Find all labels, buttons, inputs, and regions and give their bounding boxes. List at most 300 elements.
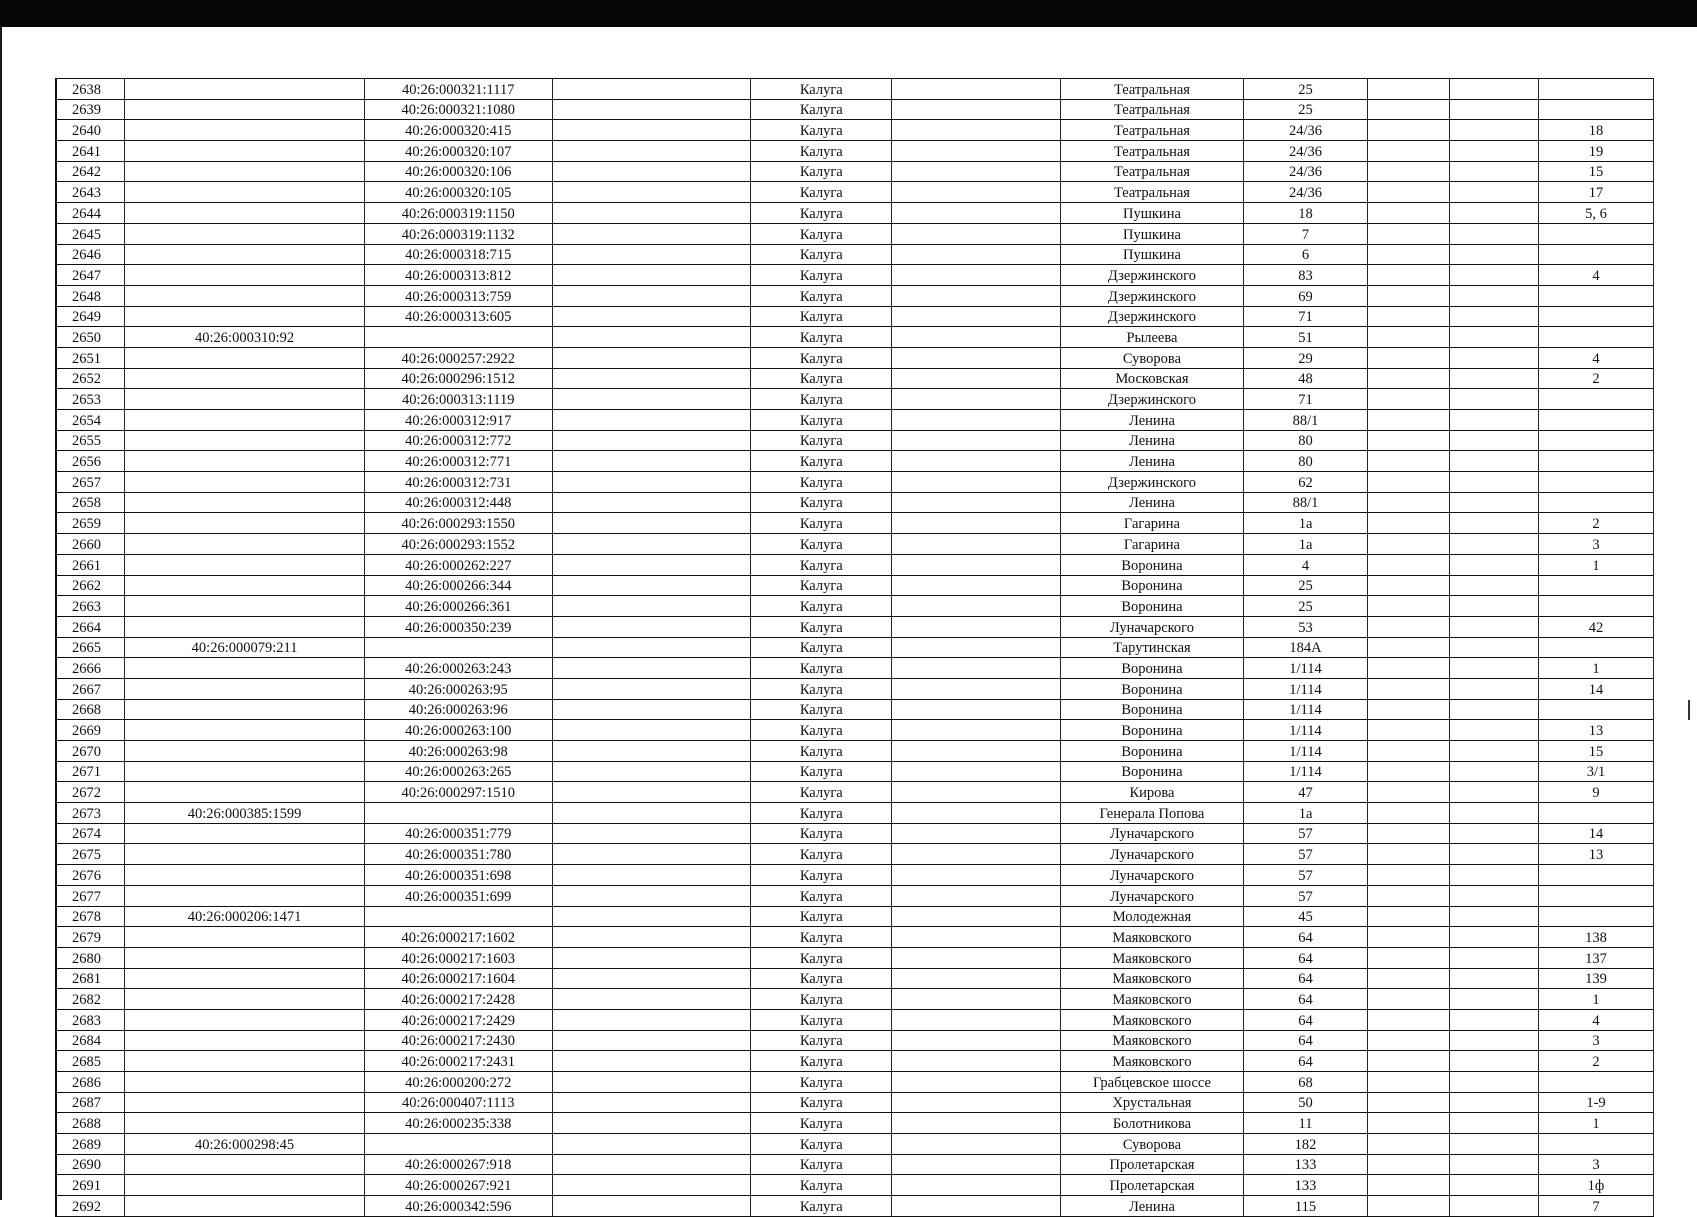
empty-cell [552, 596, 751, 617]
cadastral-number-premises: 40:26:000266:344 [364, 575, 552, 596]
empty-cell [892, 1009, 1060, 1030]
house-number: 64 [1244, 1009, 1367, 1030]
street-name: Ленина [1060, 451, 1244, 472]
house-number: 1/114 [1244, 699, 1367, 720]
empty-cell [552, 430, 751, 451]
cadastral-number-land [125, 1092, 364, 1113]
empty-cell [892, 865, 1060, 886]
cadastral-number-land [125, 534, 364, 555]
flat-number [1539, 865, 1654, 886]
empty-cell [1450, 554, 1539, 575]
empty-cell [1367, 492, 1450, 513]
street-name: Маяковского [1060, 1030, 1244, 1051]
cadastral-number-land [125, 120, 364, 141]
cadastral-number-land [125, 223, 364, 244]
cadastral-number-land [125, 347, 364, 368]
empty-cell [892, 989, 1060, 1010]
cadastral-number-land [125, 389, 364, 410]
cadastral-number-land [125, 968, 364, 989]
empty-cell [1367, 741, 1450, 762]
house-number: 24/36 [1244, 141, 1367, 162]
empty-cell [1367, 389, 1450, 410]
city-name: Калуга [751, 699, 892, 720]
row-number: 2664 [56, 616, 125, 637]
street-name: Воронина [1060, 575, 1244, 596]
cadastral-number-premises: 40:26:000320:105 [364, 182, 552, 203]
empty-cell [892, 368, 1060, 389]
row-number: 2679 [56, 927, 125, 948]
city-name: Калуга [751, 1072, 892, 1093]
house-number: 71 [1244, 389, 1367, 410]
empty-cell [1367, 637, 1450, 658]
cadastral-number-premises: 40:26:000319:1132 [364, 223, 552, 244]
cadastral-number-premises: 40:26:000351:780 [364, 844, 552, 865]
empty-cell [552, 368, 751, 389]
cadastral-number-land [125, 699, 364, 720]
empty-cell [892, 844, 1060, 865]
row-number: 2640 [56, 120, 125, 141]
row-number: 2672 [56, 782, 125, 803]
flat-number [1539, 79, 1654, 100]
row-number: 2685 [56, 1051, 125, 1072]
cadastral-number-land [125, 79, 364, 100]
street-name: Маяковского [1060, 927, 1244, 948]
cadastral-number-land [125, 1009, 364, 1030]
empty-cell [1367, 285, 1450, 306]
empty-cell [1450, 203, 1539, 224]
empty-cell [1367, 223, 1450, 244]
city-name: Калуга [751, 285, 892, 306]
flat-number [1539, 472, 1654, 493]
street-name: Дзержинского [1060, 265, 1244, 286]
house-number: 11 [1244, 1113, 1367, 1134]
street-name: Луначарского [1060, 616, 1244, 637]
table-row [56, 1154, 1654, 1175]
cadastral-number-land [125, 492, 364, 513]
house-number: 50 [1244, 1092, 1367, 1113]
cadastral-number-premises: 40:26:000313:812 [364, 265, 552, 286]
empty-cell [892, 968, 1060, 989]
cadastral-number-land [125, 782, 364, 803]
empty-cell [892, 203, 1060, 224]
row-number: 2667 [56, 678, 125, 699]
empty-cell [1450, 451, 1539, 472]
empty-cell [892, 1154, 1060, 1175]
flat-number: 13 [1539, 844, 1654, 865]
flat-number [1539, 1072, 1654, 1093]
empty-cell [552, 534, 751, 555]
cadastral-number-premises: 40:26:000313:605 [364, 306, 552, 327]
city-name: Калуга [751, 1134, 892, 1155]
empty-cell [1450, 182, 1539, 203]
flat-number: 137 [1539, 947, 1654, 968]
empty-cell [892, 327, 1060, 348]
cadastral-number-premises: 40:26:000217:1603 [364, 947, 552, 968]
table-row [56, 1072, 1654, 1093]
empty-cell [1367, 327, 1450, 348]
empty-cell [1450, 616, 1539, 637]
empty-cell [1367, 368, 1450, 389]
row-number: 2689 [56, 1134, 125, 1155]
street-name: Дзержинского [1060, 306, 1244, 327]
empty-cell [1367, 347, 1450, 368]
flat-number [1539, 285, 1654, 306]
empty-cell [1450, 761, 1539, 782]
house-number: 45 [1244, 906, 1367, 927]
house-number: 64 [1244, 947, 1367, 968]
table-row [56, 658, 1654, 679]
flat-number: 19 [1539, 141, 1654, 162]
empty-cell [1367, 678, 1450, 699]
empty-cell [552, 616, 751, 637]
empty-cell [892, 658, 1060, 679]
cadastral-number-premises: 40:26:000297:1510 [364, 782, 552, 803]
city-name: Калуга [751, 161, 892, 182]
street-name: Ленина [1060, 492, 1244, 513]
cadastral-number-land: 40:26:000385:1599 [125, 803, 364, 824]
house-number: 1/114 [1244, 658, 1367, 679]
empty-cell [892, 741, 1060, 762]
empty-cell [552, 79, 751, 100]
city-name: Калуга [751, 554, 892, 575]
empty-cell [892, 223, 1060, 244]
table-row [56, 1196, 1654, 1217]
cadastral-number-premises: 40:26:000312:731 [364, 472, 552, 493]
empty-cell [892, 1051, 1060, 1072]
cadastral-number-premises: 40:26:000312:771 [364, 451, 552, 472]
house-number: 182 [1244, 1134, 1367, 1155]
flat-number: 17 [1539, 182, 1654, 203]
empty-cell [1367, 658, 1450, 679]
city-name: Калуга [751, 451, 892, 472]
flat-number: 7 [1539, 1196, 1654, 1217]
row-number: 2655 [56, 430, 125, 451]
scan-mark [1688, 700, 1690, 720]
table-row [56, 265, 1654, 286]
house-number: 69 [1244, 285, 1367, 306]
cadastral-number-premises: 40:26:000263:98 [364, 741, 552, 762]
empty-cell [1450, 141, 1539, 162]
city-name: Калуга [751, 410, 892, 431]
empty-cell [552, 410, 751, 431]
cadastral-number-premises: 40:26:000318:715 [364, 244, 552, 265]
empty-cell [892, 678, 1060, 699]
row-number: 2654 [56, 410, 125, 431]
street-name: Маяковского [1060, 968, 1244, 989]
empty-cell [1450, 575, 1539, 596]
table-row [56, 968, 1654, 989]
house-number: 64 [1244, 1051, 1367, 1072]
empty-cell [1450, 1030, 1539, 1051]
row-number: 2671 [56, 761, 125, 782]
cadastral-number-premises: 40:26:000293:1550 [364, 513, 552, 534]
cadastral-number-premises [364, 637, 552, 658]
street-name: Воронина [1060, 658, 1244, 679]
empty-cell [552, 947, 751, 968]
row-number: 2681 [56, 968, 125, 989]
street-name: Маяковского [1060, 947, 1244, 968]
flat-number [1539, 699, 1654, 720]
empty-cell [1450, 1009, 1539, 1030]
row-number: 2662 [56, 575, 125, 596]
table-row [56, 1030, 1654, 1051]
flat-number: 15 [1539, 161, 1654, 182]
table-row [56, 741, 1654, 762]
street-name: Театральная [1060, 182, 1244, 203]
empty-cell [1367, 1196, 1450, 1217]
cadastral-number-premises: 40:26:000351:779 [364, 823, 552, 844]
street-name: Воронина [1060, 554, 1244, 575]
street-name: Суворова [1060, 1134, 1244, 1155]
cadastral-number-land [125, 265, 364, 286]
flat-number: 14 [1539, 823, 1654, 844]
empty-cell [892, 927, 1060, 948]
empty-cell [552, 989, 751, 1010]
row-number: 2657 [56, 472, 125, 493]
table-row [56, 1113, 1654, 1134]
empty-cell [1367, 1051, 1450, 1072]
house-number: 1/114 [1244, 678, 1367, 699]
street-name: Воронина [1060, 699, 1244, 720]
cadastral-number-land [125, 1175, 364, 1196]
cadastral-number-land [125, 472, 364, 493]
street-name: Пушкина [1060, 203, 1244, 224]
cadastral-number-land [125, 761, 364, 782]
row-number: 2680 [56, 947, 125, 968]
flat-number [1539, 389, 1654, 410]
empty-cell [1367, 182, 1450, 203]
house-number: 133 [1244, 1175, 1367, 1196]
empty-cell [1450, 741, 1539, 762]
row-number: 2652 [56, 368, 125, 389]
flat-number [1539, 637, 1654, 658]
flat-number: 42 [1539, 616, 1654, 637]
empty-cell [552, 554, 751, 575]
cadastral-number-land [125, 989, 364, 1010]
empty-cell [892, 823, 1060, 844]
empty-cell [1450, 1113, 1539, 1134]
street-name: Дзержинского [1060, 285, 1244, 306]
cadastral-number-land [125, 885, 364, 906]
empty-cell [1367, 1092, 1450, 1113]
street-name: Маяковского [1060, 989, 1244, 1010]
empty-cell [552, 741, 751, 762]
empty-cell [892, 79, 1060, 100]
row-number: 2666 [56, 658, 125, 679]
empty-cell [892, 1072, 1060, 1093]
empty-cell [1450, 1175, 1539, 1196]
cadastral-number-land [125, 1030, 364, 1051]
house-number: 25 [1244, 99, 1367, 120]
city-name: Калуга [751, 761, 892, 782]
table-row [56, 844, 1654, 865]
house-number: 64 [1244, 927, 1367, 948]
cadastral-number-land [125, 596, 364, 617]
row-number: 2649 [56, 306, 125, 327]
table-row [56, 120, 1654, 141]
empty-cell [1450, 389, 1539, 410]
flat-number: 3 [1539, 1154, 1654, 1175]
city-name: Калуга [751, 658, 892, 679]
empty-cell [1450, 637, 1539, 658]
street-name: Ленина [1060, 430, 1244, 451]
empty-cell [1367, 430, 1450, 451]
city-name: Калуга [751, 575, 892, 596]
table-row [56, 637, 1654, 658]
table-row [56, 223, 1654, 244]
house-number: 47 [1244, 782, 1367, 803]
street-name: Луначарского [1060, 823, 1244, 844]
cadastral-number-premises: 40:26:000351:698 [364, 865, 552, 886]
street-name: Пушкина [1060, 244, 1244, 265]
empty-cell [1367, 1113, 1450, 1134]
flat-number: 9 [1539, 782, 1654, 803]
empty-cell [552, 1092, 751, 1113]
empty-cell [892, 596, 1060, 617]
empty-cell [1367, 885, 1450, 906]
table-row [56, 430, 1654, 451]
house-number: 25 [1244, 596, 1367, 617]
empty-cell [552, 513, 751, 534]
row-number: 2688 [56, 1113, 125, 1134]
city-name: Калуга [751, 534, 892, 555]
row-number: 2641 [56, 141, 125, 162]
row-number: 2656 [56, 451, 125, 472]
empty-cell [892, 1134, 1060, 1155]
table-row [56, 761, 1654, 782]
house-number: 64 [1244, 989, 1367, 1010]
row-number: 2684 [56, 1030, 125, 1051]
cadastral-number-premises: 40:26:000321:1117 [364, 79, 552, 100]
empty-cell [1450, 368, 1539, 389]
street-name: Генерала Попова [1060, 803, 1244, 824]
flat-number [1539, 410, 1654, 431]
street-name: Театральная [1060, 99, 1244, 120]
empty-cell [892, 906, 1060, 927]
empty-cell [1450, 699, 1539, 720]
table-row [56, 782, 1654, 803]
flat-number: 15 [1539, 741, 1654, 762]
street-name: Ленина [1060, 410, 1244, 431]
cadastral-number-premises [364, 803, 552, 824]
street-name: Пушкина [1060, 223, 1244, 244]
empty-cell [892, 141, 1060, 162]
cadastral-number-land [125, 161, 364, 182]
house-number: 133 [1244, 1154, 1367, 1175]
cadastral-number-land [125, 368, 364, 389]
cadastral-number-land [125, 720, 364, 741]
city-name: Калуга [751, 99, 892, 120]
cadastral-number-land [125, 823, 364, 844]
empty-cell [1450, 865, 1539, 886]
city-name: Калуга [751, 1009, 892, 1030]
table-row [56, 885, 1654, 906]
empty-cell [552, 1030, 751, 1051]
empty-cell [552, 306, 751, 327]
house-number: 24/36 [1244, 120, 1367, 141]
city-name: Калуга [751, 989, 892, 1010]
cadastral-number-land [125, 1072, 364, 1093]
empty-cell [892, 885, 1060, 906]
empty-cell [892, 99, 1060, 120]
house-number: 7 [1244, 223, 1367, 244]
table-row [56, 534, 1654, 555]
empty-cell [552, 761, 751, 782]
empty-cell [1450, 161, 1539, 182]
empty-cell [1450, 534, 1539, 555]
street-name: Рылеева [1060, 327, 1244, 348]
empty-cell [1450, 658, 1539, 679]
table-row [56, 823, 1654, 844]
table-row [56, 1134, 1654, 1155]
empty-cell [552, 1134, 751, 1155]
empty-cell [1367, 823, 1450, 844]
empty-cell [892, 244, 1060, 265]
empty-cell [552, 1154, 751, 1175]
empty-cell [892, 761, 1060, 782]
flat-number [1539, 244, 1654, 265]
empty-cell [892, 451, 1060, 472]
city-name: Калуга [751, 265, 892, 286]
city-name: Калуга [751, 1030, 892, 1051]
empty-cell [1450, 306, 1539, 327]
house-number: 68 [1244, 1072, 1367, 1093]
empty-cell [552, 451, 751, 472]
house-number: 48 [1244, 368, 1367, 389]
house-number: 115 [1244, 1196, 1367, 1217]
city-name: Калуга [751, 492, 892, 513]
empty-cell [552, 1175, 751, 1196]
street-name: Луначарского [1060, 844, 1244, 865]
city-name: Калуга [751, 306, 892, 327]
empty-cell [892, 1030, 1060, 1051]
empty-cell [1367, 720, 1450, 741]
city-name: Калуга [751, 203, 892, 224]
empty-cell [1450, 223, 1539, 244]
house-number: 18 [1244, 203, 1367, 224]
empty-cell [552, 906, 751, 927]
empty-cell [552, 803, 751, 824]
street-name: Воронина [1060, 678, 1244, 699]
cadastral-number-premises: 40:26:000266:361 [364, 596, 552, 617]
cadastral-number-land [125, 741, 364, 762]
empty-cell [892, 534, 1060, 555]
empty-cell [1450, 927, 1539, 948]
cadastral-number-premises: 40:26:000263:265 [364, 761, 552, 782]
cadastral-number-land: 40:26:000079:211 [125, 637, 364, 658]
street-name: Воронина [1060, 761, 1244, 782]
empty-cell [892, 1092, 1060, 1113]
row-number: 2663 [56, 596, 125, 617]
row-number: 2669 [56, 720, 125, 741]
cadastral-number-land [125, 244, 364, 265]
cadastral-number-land [125, 306, 364, 327]
table-row [56, 947, 1654, 968]
flat-number: 1ф [1539, 1175, 1654, 1196]
empty-cell [552, 389, 751, 410]
cadastral-number-premises: 40:26:000217:1602 [364, 927, 552, 948]
empty-cell [1367, 616, 1450, 637]
street-name: Пролетарская [1060, 1175, 1244, 1196]
city-name: Калуга [751, 947, 892, 968]
cadastral-number-land [125, 554, 364, 575]
city-name: Калуга [751, 906, 892, 927]
empty-cell [1450, 120, 1539, 141]
empty-cell [1450, 244, 1539, 265]
house-number: 1/114 [1244, 720, 1367, 741]
cadastral-number-land: 40:26:000310:92 [125, 327, 364, 348]
row-number: 2648 [56, 285, 125, 306]
